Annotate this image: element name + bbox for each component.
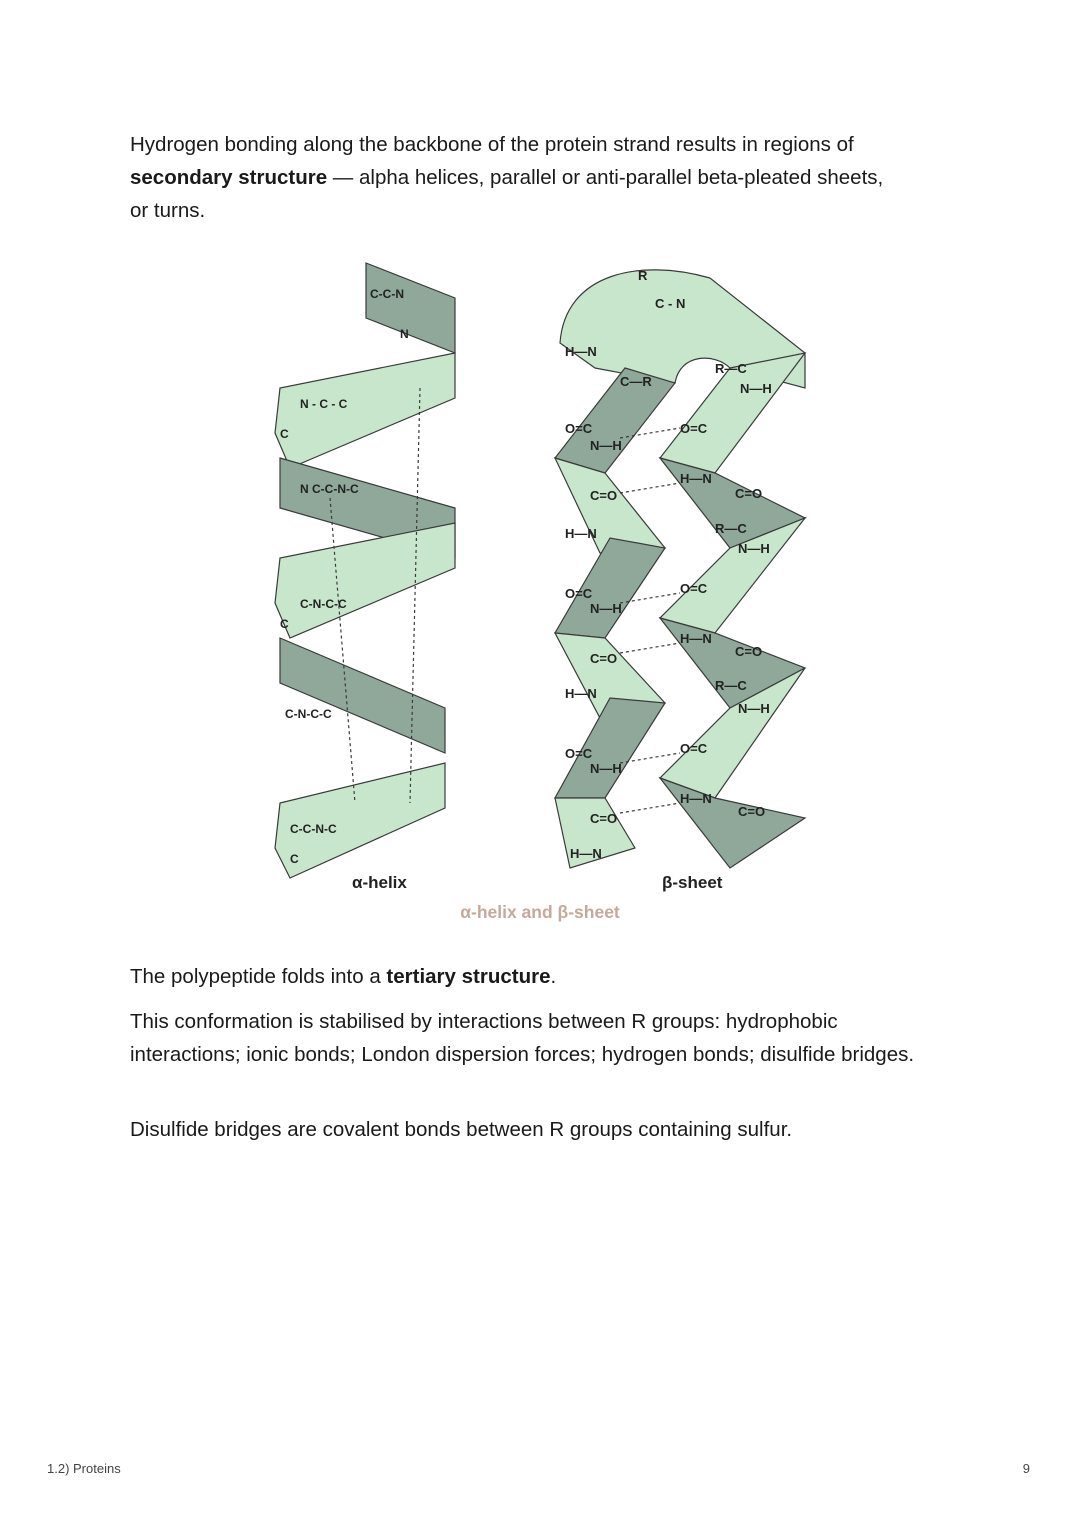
helix-label: α-helix	[352, 873, 407, 892]
svg-text:N—H: N—H	[740, 381, 772, 396]
footer-section-title: 1.2) Proteins	[47, 1461, 121, 1476]
svg-text:C=O: C=O	[590, 651, 618, 666]
protein-structure-figure	[260, 258, 820, 898]
svg-text:C: C	[280, 617, 289, 631]
svg-text:C-C-N: C-C-N	[370, 287, 404, 301]
svg-text:C=O: C=O	[735, 486, 763, 501]
alpha-helix-ribbon	[275, 263, 455, 878]
page-number: 9	[1022, 1461, 1030, 1476]
beta-sheet-ribbon	[555, 270, 805, 868]
svg-text:H—N: H—N	[570, 846, 602, 861]
svg-text:H—N: H—N	[565, 526, 597, 541]
svg-text:C=O: C=O	[590, 811, 618, 826]
svg-text:N—H: N—H	[590, 601, 622, 616]
tertiary-paragraph: The polypeptide folds into a tertiary structure.	[130, 965, 557, 988]
svg-text:H—N: H—N	[565, 686, 597, 701]
intro-paragraph: Hydrogen bonding along the backbone of the protein strand results in regions of secondary structure — alpha helices, parallel or anti-parallel beta-pleated sheets, or turns.	[130, 133, 884, 222]
svg-text:H—N: H—N	[680, 791, 712, 806]
svg-text:O=C: O=C	[565, 746, 593, 761]
svg-text:N—H: N—H	[590, 438, 622, 453]
svg-text:C: C	[280, 427, 289, 441]
svg-text:O=C: O=C	[680, 421, 708, 436]
svg-text:O=C: O=C	[680, 741, 708, 756]
svg-text:N—H: N—H	[738, 541, 770, 556]
svg-text:R—C: R—C	[715, 521, 747, 536]
svg-text:N: N	[400, 327, 409, 341]
svg-text:O=C: O=C	[680, 581, 708, 596]
svg-text:H—N: H—N	[680, 471, 712, 486]
helix-sheet-diagram	[260, 258, 820, 898]
svg-text:H—N: H—N	[680, 631, 712, 646]
svg-text:C—R: C—R	[620, 374, 652, 389]
svg-text:O=C: O=C	[565, 586, 593, 601]
svg-text:C - N: C - N	[655, 296, 686, 311]
conformation-paragraph: This conformation is stabilised by interactions between R groups: hydrophobic interactions; ionic bonds; London dispersion forces; hydrogen bonds; disulfide bridges.	[130, 1010, 915, 1066]
svg-text:C-N-C-C: C-N-C-C	[285, 707, 332, 721]
svg-text:H—N: H—N	[565, 344, 597, 359]
svg-text:N C-C-N-C: N C-C-N-C	[300, 482, 359, 496]
svg-text:N—H: N—H	[738, 701, 770, 716]
svg-text:C-C-N-C: C-C-N-C	[290, 822, 337, 836]
svg-text:C=O: C=O	[590, 488, 618, 503]
svg-text:R—C: R—C	[715, 361, 747, 376]
svg-text:N - C - C: N - C - C	[300, 397, 348, 411]
svg-text:R—C: R—C	[715, 678, 747, 693]
svg-text:C-N-C-C: C-N-C-C	[300, 597, 347, 611]
svg-text:N—H: N—H	[590, 761, 622, 776]
disulfide-paragraph: Disulfide bridges are covalent bonds between R groups containing sulfur.	[130, 1118, 793, 1141]
secondary-structure-term: secondary structure	[130, 166, 328, 189]
svg-text:C: C	[290, 852, 299, 866]
sheet-label: β-sheet	[662, 873, 723, 892]
svg-text:C=O: C=O	[735, 644, 763, 659]
tertiary-structure-term: tertiary structure	[386, 965, 551, 988]
svg-text:R: R	[638, 268, 648, 283]
svg-text:C=O: C=O	[738, 804, 766, 819]
figure-caption: α-helix and β-sheet	[460, 902, 620, 922]
svg-text:O=C: O=C	[565, 421, 593, 436]
